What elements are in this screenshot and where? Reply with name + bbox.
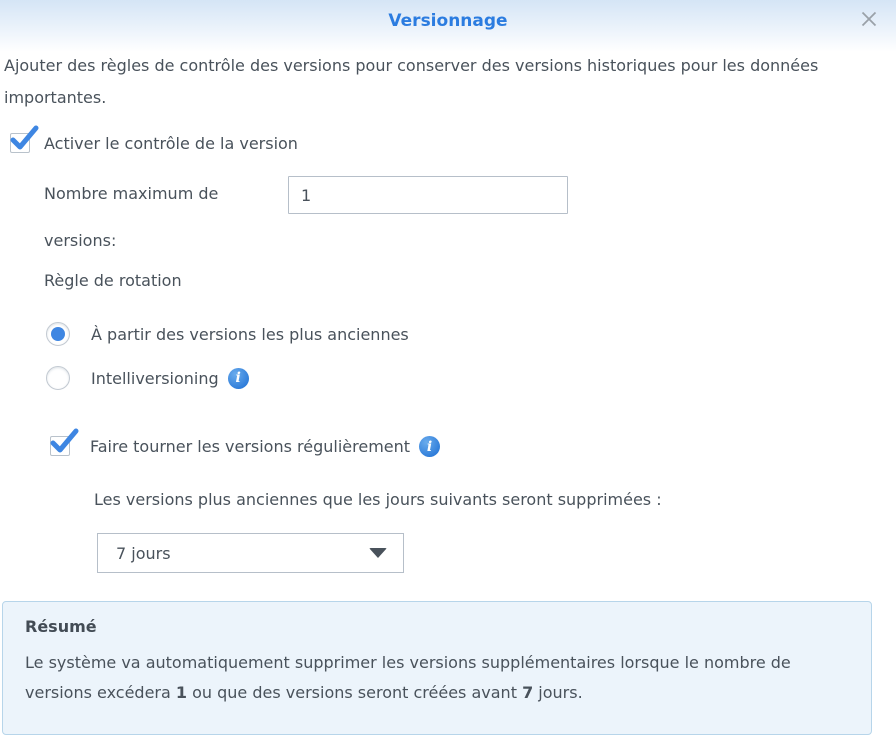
info-icon[interactable]: i — [419, 436, 440, 457]
checkbox-box — [50, 436, 70, 456]
rotation-rule-label: Règle de rotation — [44, 271, 182, 290]
dialog-title: Versionnage — [388, 11, 508, 31]
summary-title: Résumé — [25, 617, 97, 636]
summary-text — [25, 648, 839, 708]
retention-days-value: 7 jours — [116, 543, 171, 563]
retention-description: Les versions plus anciennes que les jours suivants seront supprimées : — [94, 490, 662, 509]
summary-panel — [2, 601, 872, 735]
radio-oldest-versions-label: À partir des versions les plus anciennes — [91, 324, 409, 344]
radio-intelliversioning[interactable] — [46, 366, 249, 390]
retention-days-dropdown[interactable] — [97, 533, 404, 573]
checkmark-icon — [49, 428, 79, 454]
checkmark-icon — [9, 125, 39, 151]
summary-max-value: 1 — [175, 683, 188, 702]
enable-versioning-checkbox[interactable] — [10, 133, 298, 153]
chevron-down-icon — [369, 548, 387, 558]
max-versions-input[interactable] — [288, 176, 568, 214]
radio-circle — [46, 366, 70, 390]
intro-text: Ajouter des règles de contrôle des versions pour conserver des versions historiques pour les données importantes. — [4, 56, 819, 107]
checkbox-box — [10, 133, 30, 153]
radio-circle — [46, 322, 70, 346]
summary-text-part2: ou que des versions seront créées avant — [187, 683, 523, 702]
radio-selected-dot — [51, 327, 65, 341]
close-button[interactable] — [858, 8, 880, 30]
summary-days-value: 7 — [522, 683, 534, 702]
summary-text-part1: Le système va automatiquement supprimer les versions supplémentaires lorsque le nombre de versions excédera — [25, 653, 791, 702]
rotate-versions-checkbox[interactable] — [50, 436, 440, 457]
radio-intelliversioning-label: Intelliversioning — [91, 368, 219, 388]
enable-versioning-label: Activer le contrôle de la version — [44, 134, 298, 153]
radio-oldest-versions[interactable] — [46, 322, 409, 346]
summary-text-part3: jours. — [533, 683, 583, 702]
max-versions-label: Nombre maximum de versions: — [44, 184, 219, 250]
rotate-versions-label: Faire tourner les versions régulièrement — [90, 437, 411, 456]
close-icon — [860, 10, 878, 28]
info-icon[interactable]: i — [228, 368, 249, 389]
